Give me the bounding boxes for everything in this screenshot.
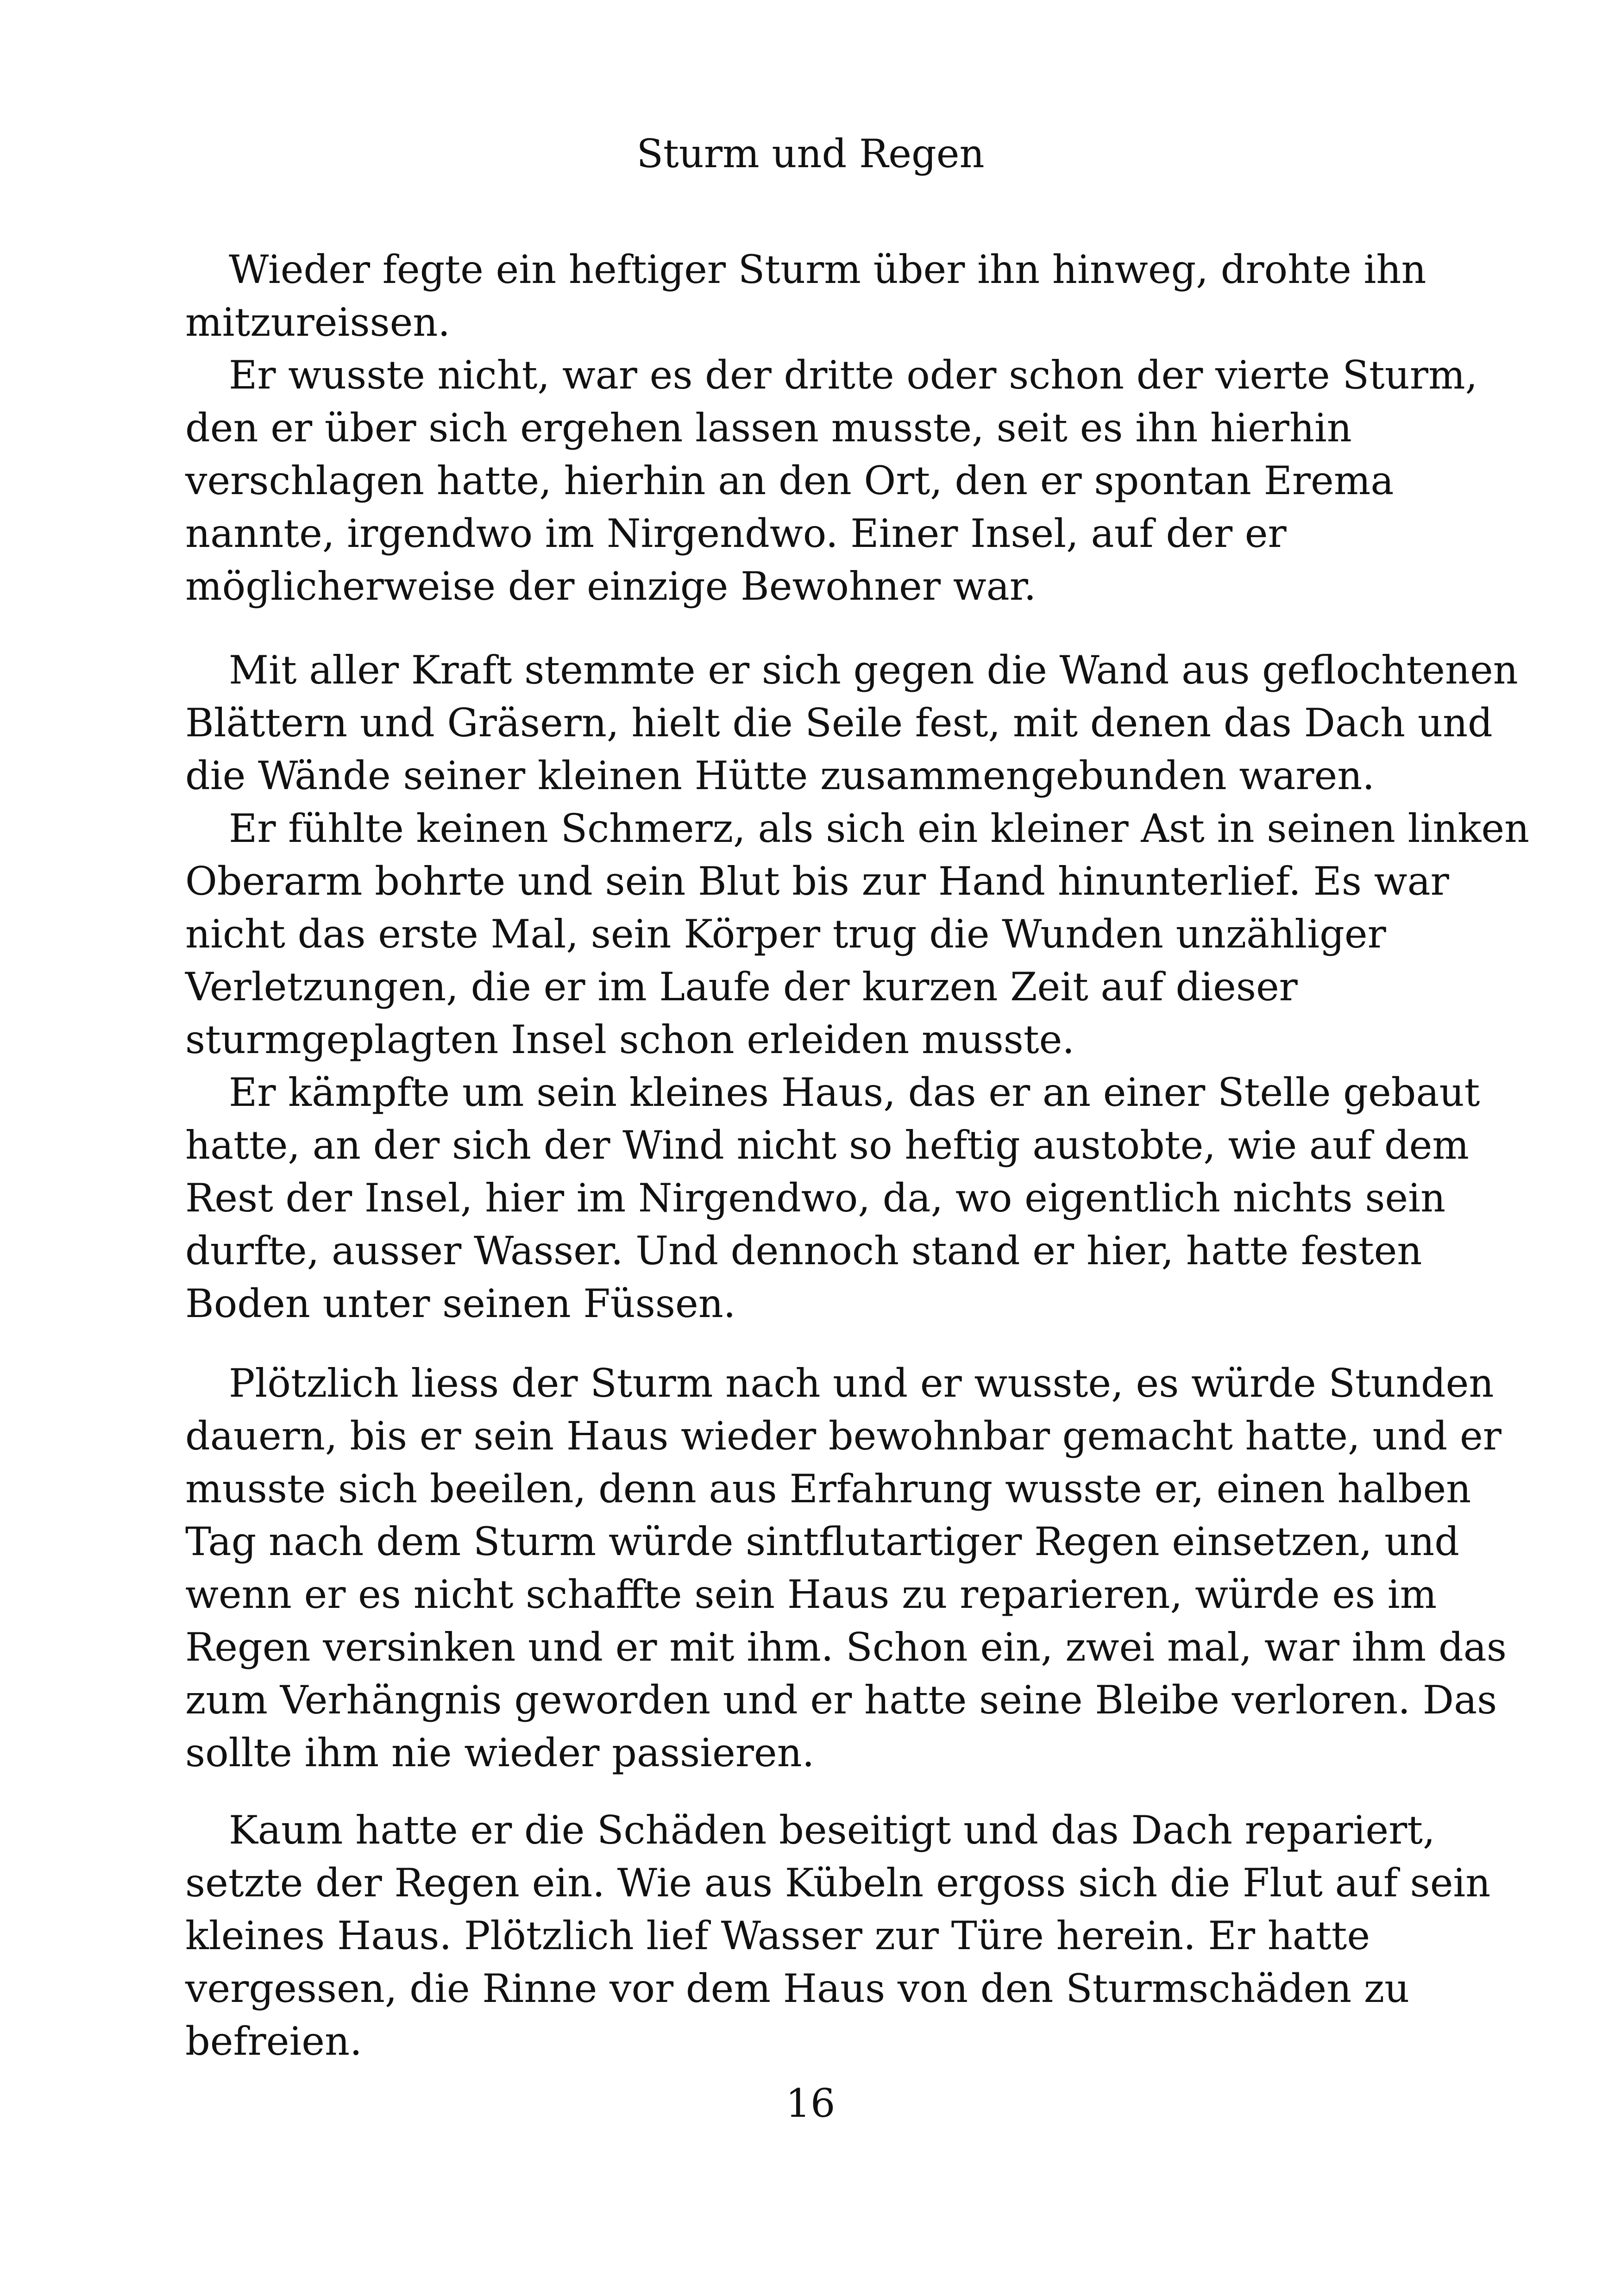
text-line: Er wusste nicht, war es der dritte oder schon der vierte Sturm, (229, 352, 1478, 398)
text-line: verschlagen hatte, hierhin an den Ort, den er spontan Erema (185, 458, 1394, 503)
text-line: vergessen, die Rinne vor dem Haus von den Sturmschäden zu (185, 1966, 1410, 2011)
text-line: Blättern und Gräsern, hielt die Seile fest, mit denen das Dach und (185, 700, 1493, 746)
text-block-1 (185, 243, 1491, 613)
text-line: befreien. (185, 2019, 362, 2064)
text-line: Regen versinken und er mit ihm. Schon ein, zwei mal, war ihm das (185, 1625, 1507, 1670)
text-line: durfte, ausser Wasser. Und dennoch stand er hier, hatte festen (185, 1228, 1422, 1273)
text-line: mitzureissen. (185, 300, 451, 345)
text-line: musste sich beeilen, denn aus Erfahrung wusste er, einen halben (185, 1466, 1471, 1512)
text-line: Boden unter seinen Füssen. (185, 1281, 736, 1326)
text-line: Rest der Insel, hier im Nirgendwo, da, wo eigentlich nichts sein (185, 1175, 1446, 1221)
text-block-4 (185, 1804, 1491, 2068)
text-line: Verletzungen, die er im Laufe der kurzen Zeit auf dieser (185, 964, 1298, 1010)
page-header: Sturm und Regen (636, 131, 985, 176)
text-line: Mit aller Kraft stemmte er sich gegen die Wand aus geflochtenen (229, 647, 1518, 693)
text-line: die Wände seiner kleinen Hütte zusammengebunden waren. (185, 753, 1375, 798)
text-line: sturmgeplagten Insel schon erleiden musste. (185, 1017, 1075, 1062)
text-line: möglicherweise der einzige Bewohner war. (185, 564, 1037, 609)
text-line: zum Verhängnis geworden und er hatte seine Bleibe verloren. Das (185, 1677, 1497, 1723)
text-line: wenn er es nicht schaffte sein Haus zu reparieren, würde es im (185, 1572, 1437, 1617)
text-line: setzte der Regen ein. Wie aus Kübeln ergoss sich die Flut auf sein (185, 1860, 1491, 1906)
text-line: den er über sich ergehen lassen musste, seit es ihn hierhin (185, 405, 1352, 451)
text-block-3 (185, 1357, 1507, 1779)
text-block-2 (185, 644, 1530, 1330)
text-line: dauern, bis er sein Haus wieder bewohnbar gemacht hatte, und er (185, 1413, 1502, 1459)
text-line: Er fühlte keinen Schmerz, als sich ein kleiner Ast in seinen linken (229, 806, 1530, 851)
text-line: kleines Haus. Plötzlich lief Wasser zur Türe herein. Er hatte (185, 1913, 1370, 1958)
text-line: Tag nach dem Sturm würde sintflutartiger Regen einsetzen, und (185, 1519, 1459, 1564)
text-line: Wieder fegte ein heftiger Sturm über ihn hinweg, drohte ihn (229, 247, 1426, 292)
text-line: sollte ihm nie wieder passieren. (185, 1730, 815, 1775)
text-line: nannte, irgendwo im Nirgendwo. Einer Insel, auf der er (185, 511, 1287, 556)
page-number: 16 (785, 2081, 836, 2126)
text-line: Kaum hatte er die Schäden beseitigt und das Dach repariert, (229, 1807, 1435, 1853)
text-line: Oberarm bohrte und sein Blut bis zur Hand hinunterlief. Es war (185, 859, 1449, 904)
text-line: Er kämpfte um sein kleines Haus, das er an einer Stelle gebaut (229, 1070, 1480, 1115)
text-line: hatte, an der sich der Wind nicht so heftig austobte, wie auf dem (185, 1123, 1469, 1168)
text-line: nicht das erste Mal, sein Körper trug die Wunden unzähliger (185, 911, 1386, 957)
text-line: Plötzlich liess der Sturm nach und er wusste, es würde Stunden (229, 1361, 1494, 1406)
